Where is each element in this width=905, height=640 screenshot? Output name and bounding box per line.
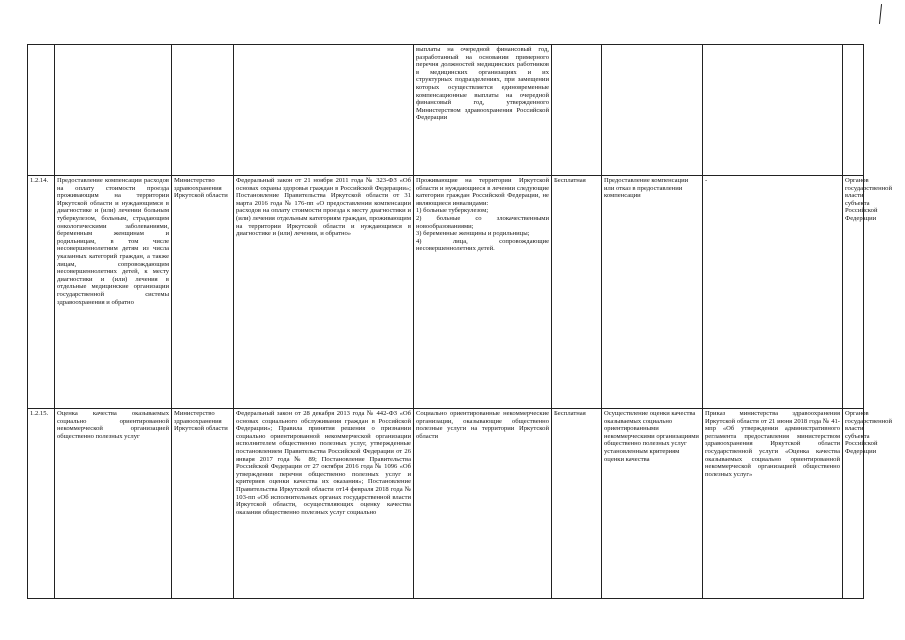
table-row [28, 409, 864, 599]
cell-number: 1.2.15. [28, 409, 55, 599]
cell-result: Предоставление компенсации или отказ в предоставлении компенсации [602, 176, 703, 409]
cell-service-name [55, 45, 172, 176]
cell-fee: Бесплатная [552, 409, 602, 599]
services-table [27, 44, 892, 599]
pen-mark [879, 4, 882, 24]
cell-legal-basis [234, 45, 414, 176]
cell-authority: Министерство здравоохранения Иркутской области [172, 409, 234, 599]
cell-fee: Бесплатная [552, 176, 602, 409]
cell-number: 1.2.14. [28, 176, 55, 409]
cell-authority [172, 45, 234, 176]
cell-level [843, 45, 864, 176]
cell-service-name: Предоставление компенсации расходов на оплату стоимости проезда проживающим на территории Иркутской области и нуждающимся в диагностике и (или) лечении больным туберкулезом, больным, страдающим онкологическими заболеваниями, беременным женщинам и родильницам, в том числе несовершеннолетним детям из числа указанных категорий граждан, а также лицам, сопровождающим несовершеннолетних детей, к месту диагностики и (или) лечения в отдельные медицинские организации государственной системы здравоохранения и обратно [55, 176, 172, 409]
cell-legal-basis: Федеральный закон от 21 ноября 2011 года № 323-ФЗ «Об основах охраны здоровья граждан в Российской Федерации»; Постановление Правительства Иркутской области от 31 марта 2016 года № 176-пп «О предоставлении компенсации расходов на оплату стоимости проезда к месту диагностики и (или) лечения отдельным категориям граждан, проживающим на территории Иркутской области и нуждающимся в диагностике и (или) лечении, и обратно» [234, 176, 414, 409]
cell-regulation [703, 45, 843, 176]
cell-level: Органов государственной власти субъекта Российской Федерации [843, 176, 864, 409]
cell-fee [552, 45, 602, 176]
table-row [28, 45, 864, 176]
cell-legal-basis: Федеральный закон от 28 декабря 2013 года № 442-ФЗ «Об основах социального обслуживания граждан в Российской Федерации»; Правила принятия решения о признании социально ориентированной некоммерческой организации исполнителем общественно полезных услуг, утвержденные постановлением Правительства Российской Федерации от 26 января 2017 года № 89; Постановление Правительства Российской Федерации от 27 октября 2016 года № 1096 «Об утверждении перечня общественно полезных услуг и критериев оценки качества их оказания»; Постановление Правительства Иркутской области от14 февраля 2018 года № 103-пп «Об исполнительных органах государственной власти Иркутской области, осуществляющих оценку качества оказания общественно полезных услуг социально [234, 409, 414, 599]
cell-recipients: Проживающие на территории Иркутской области и нуждающиеся в лечении следующие категории граждан Российской Федерации, не являющиеся инвалидами: 1) больные туберкулезом; 2) больные со злокачественными новообразованиями; 3) беременные женщины и родильницы; 4) лица, сопровождающие несовершеннолетних детей. [414, 176, 552, 409]
cell-authority: Министерство здравоохранения Иркутской области [172, 176, 234, 409]
cell-regulation: Приказ министерства здравоохранения Иркутской области от 21 июня 2018 года № 41-мпр «Об утверждении административного регламента предоставления министерством здравоохранения Иркутской области государственной услуги «Оценка качества оказываемых социально ориентированной некоммерческой организацией общественно полезных услуг» [703, 409, 843, 599]
cell-recipients: выплаты на очередной финансовый год, разработанный на основании примерного перечня должностей медицинских работников в медицинских организациях и их структурных подразделениях, при замещении которых осуществляется единовременные компенсационные выплаты на очередной финансовый год, утвержденного Министерством здравоохранения Российской Федерации [414, 45, 552, 176]
cell-level: Органов государственной власти субъекта Российской Федерации [843, 409, 864, 599]
cell-result [602, 45, 703, 176]
cell-result: Осуществление оценки качества оказываемых социально ориентированными некоммерческими организациями общественно полезных услуг установленным критериям оценки качества [602, 409, 703, 599]
cell-regulation: - [703, 176, 843, 409]
cell-recipients: Социально ориентированные некоммерческие организации, оказывающие общественно полезные услуги на территории Иркутской области [414, 409, 552, 599]
table-row [28, 176, 864, 409]
cell-number [28, 45, 55, 176]
cell-service-name: Оценка качества оказываемых социально ориентированной некоммерческой организацией общественно полезных услуг [55, 409, 172, 599]
